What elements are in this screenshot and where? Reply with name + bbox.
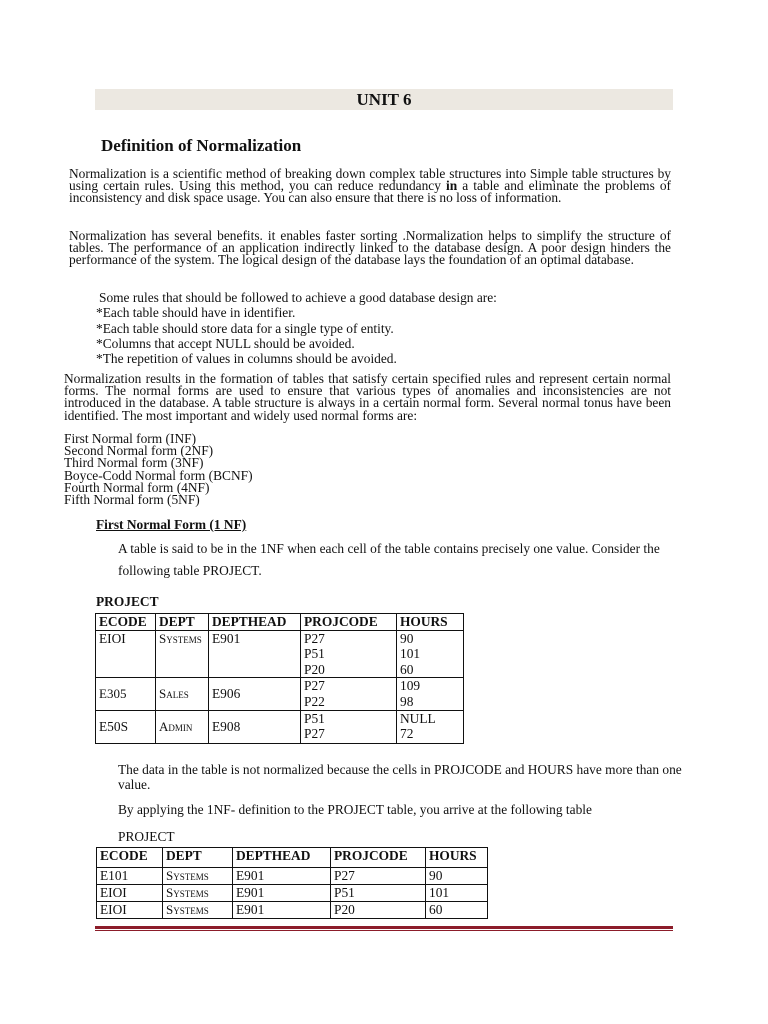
cell: EIOI <box>97 902 163 919</box>
unit-title: UNIT 6 <box>356 90 412 109</box>
normal-form-item: Fifth Normal form (5NF) <box>64 492 200 508</box>
paragraph-benefits: Normalization has several benefits. it enables faster sorting .Normalization helps to simplify the structure of tables. The performance of an application indirectly linked to the database design. A poor design hinders the performance of the system. The logical design of the database lays the foundation of an optimal database. <box>69 228 671 268</box>
paragraph-apply-1nf: By applying the 1NF- definition to the PROJECT table, you arrive at the following table <box>118 802 592 817</box>
project-table-1nf <box>96 847 488 919</box>
cell: E50S <box>96 710 156 743</box>
cell <box>397 710 464 743</box>
table-row <box>96 710 464 743</box>
rule-item: *The repetition of values in columns should be avoided. <box>96 351 397 367</box>
cell: Systems <box>163 868 233 885</box>
cell: P20 <box>331 902 426 919</box>
projcode-value: P27 <box>304 678 325 694</box>
cell: E901 <box>209 630 301 678</box>
cell: EIOI <box>97 885 163 902</box>
cell: E101 <box>97 868 163 885</box>
hours-value: 101 <box>400 646 421 662</box>
cell: Systems <box>163 902 233 919</box>
header-cell: ECODE <box>97 848 163 868</box>
cell: Sales <box>156 678 209 710</box>
table-header-row <box>96 614 464 631</box>
cell: 60 <box>426 902 488 919</box>
hours-value: 90 <box>400 630 414 646</box>
header-cell: DEPTHEAD <box>233 848 331 868</box>
table2-label: PROJECT <box>118 829 175 844</box>
project-table-unnormalized <box>95 613 464 744</box>
normal-form-item: Boyce-Codd Normal form (BCNF) <box>64 467 253 483</box>
paragraph-normal-forms: Normalization results in the formation of tables that satisfy certain specified rules and represent certain normal forms. The normal forms are used to ensure that various types of anomalies and inconsistencies are not introduced in the database. A table structure is always in a certain normal form. Several normal tonus have been identified. The most important and widely used normal forms are: <box>64 371 671 423</box>
cell <box>397 630 464 678</box>
paragraph-definition-bold: in <box>446 178 458 194</box>
table1-label: PROJECT <box>96 594 159 609</box>
cell: Systems <box>156 630 209 678</box>
normal-form-item: First Normal form (INF) <box>64 431 197 446</box>
projcode-value: P51 <box>304 710 325 726</box>
rule-item: *Each table should store data for a single type of entity. <box>96 320 394 336</box>
paragraph-definition-text: Normalization is a scientific method of breaking down complex table structures into Simple table structures by using certain rules. Using this method, you can reduce redundancy <box>69 166 671 194</box>
rule-item: *Each table should have in identifier. <box>96 305 296 321</box>
cell <box>301 678 397 710</box>
hours-value: 72 <box>400 726 414 742</box>
table-header-row <box>97 848 488 868</box>
section-heading: Definition of Normalization <box>101 136 302 155</box>
cell: E901 <box>233 885 331 902</box>
hours-value: NULL <box>400 710 436 726</box>
cell: Admin <box>156 710 209 743</box>
projcode-value: P27 <box>304 726 325 742</box>
table-row <box>97 902 488 919</box>
cell: E901 <box>233 902 331 919</box>
projcode-value: P27 <box>304 630 325 646</box>
header-cell: ECODE <box>96 614 156 631</box>
normal-forms-list <box>64 433 253 506</box>
cell: Systems <box>163 885 233 902</box>
cell: E908 <box>209 710 301 743</box>
header-cell: PROJCODE <box>301 614 397 631</box>
cell: 90 <box>426 868 488 885</box>
normal-form-item: Third Normal form (3NF) <box>64 455 204 471</box>
header-cell: HOURS <box>426 848 488 868</box>
hours-value: 109 <box>400 678 421 694</box>
footer-rule-thin <box>95 930 673 931</box>
first-normal-form-heading: First Normal Form (1 NF) <box>96 517 247 532</box>
table-row <box>96 630 464 678</box>
rule-item: *Columns that accept NULL should be avoided. <box>96 335 355 351</box>
paragraph-not-normalized: The data in the table is not normalized because the cells in PROJCODE and HOURS have more than one value. <box>118 762 682 792</box>
cell: EIOI <box>96 630 156 678</box>
paragraph-definition-tail: a table and eliminate the problems of inconsistency and disk space usage. You can also ensure that there is no loss of information. <box>69 178 672 206</box>
header-cell: HOURS <box>397 614 464 631</box>
rules-list <box>96 290 497 366</box>
cell <box>397 678 464 710</box>
cell: E901 <box>233 868 331 885</box>
header-cell: DEPT <box>163 848 233 868</box>
projcode-value: P51 <box>304 646 325 662</box>
rules-intro: Some rules that should be followed to achieve a good database design are: <box>99 290 497 305</box>
header-cell: DEPT <box>156 614 209 631</box>
header-cell: DEPTHEAD <box>209 614 301 631</box>
hours-value: 60 <box>400 661 414 677</box>
paragraph-definition <box>69 168 671 205</box>
projcode-value: P22 <box>304 693 325 709</box>
cell: E906 <box>209 678 301 710</box>
cell: E305 <box>96 678 156 710</box>
table-row <box>97 868 488 885</box>
header-cell: PROJCODE <box>331 848 426 868</box>
table-row <box>96 678 464 710</box>
table-row <box>97 885 488 902</box>
normal-form-item: Second Normal form (2NF) <box>64 443 214 459</box>
cell: 101 <box>426 885 488 902</box>
cell: P51 <box>331 885 426 902</box>
normal-form-item: Fourth Normal form (4NF) <box>64 479 210 495</box>
paragraph-1nf-definition: A table is said to be in the 1NF when each cell of the table contains precisely one value. Consider the following table PROJECT. <box>118 541 660 578</box>
hours-value: 98 <box>400 693 414 709</box>
cell: P27 <box>331 868 426 885</box>
footer-rule <box>95 926 673 929</box>
projcode-value: P20 <box>304 661 325 677</box>
cell <box>301 710 397 743</box>
cell <box>301 630 397 678</box>
